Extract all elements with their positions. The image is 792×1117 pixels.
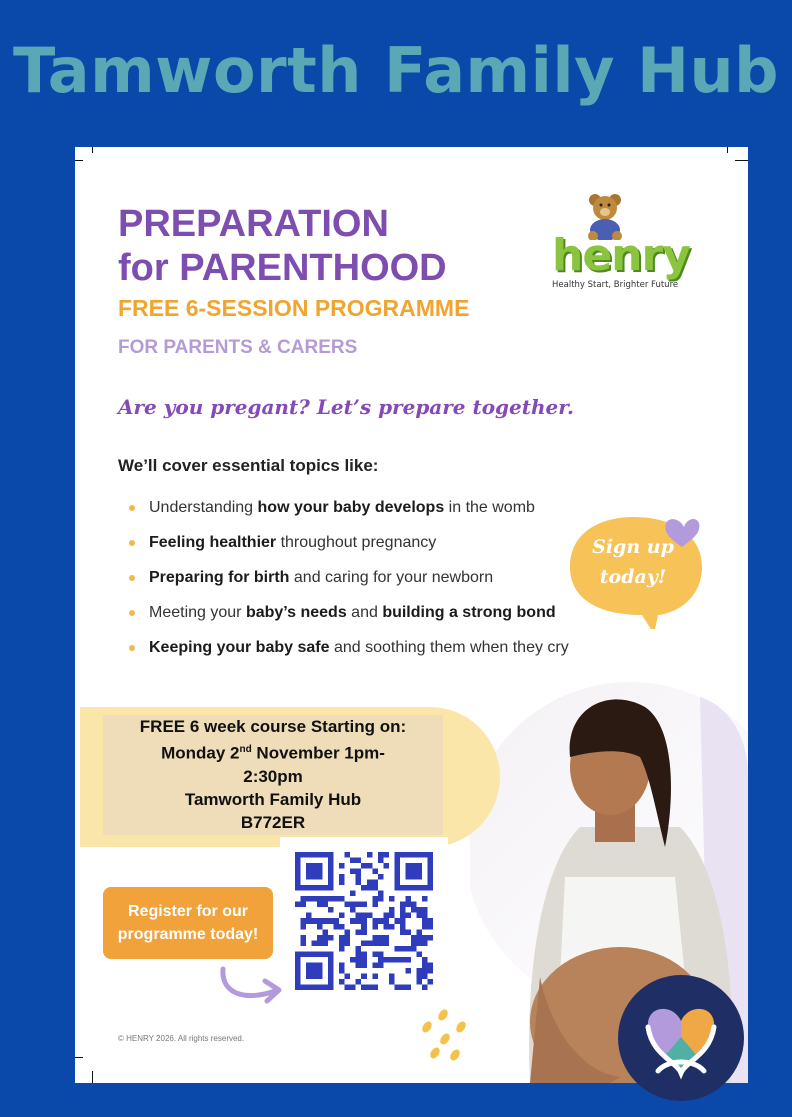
henry-wordmark: henry: [552, 230, 690, 281]
programme-title: [118, 202, 447, 290]
course-line-4: Tamworth Family Hub: [184, 789, 362, 809]
crop-mark: [75, 160, 83, 161]
list-item: Feeling healthier throughout pregnancy: [129, 530, 569, 565]
list-item: Preparing for birth and caring for your newborn: [129, 565, 569, 600]
copyright: © HENRY 2026. All rights reserved.: [118, 1034, 245, 1043]
curved-arrow-icon: [217, 965, 287, 1005]
programme-subtitle: FREE 6-SESSION PROGRAMME: [118, 295, 470, 321]
qr-code[interactable]: [295, 852, 433, 990]
crop-mark: [92, 147, 93, 153]
crop-mark: [735, 160, 748, 161]
title-line-1: PREPARATION: [118, 203, 389, 245]
course-info: [103, 715, 443, 835]
family-hub-heart-logo: [618, 975, 744, 1101]
topics-list: [129, 495, 569, 670]
henry-logo: [550, 192, 700, 297]
page-title: Tamworth Family Hub: [12, 34, 780, 107]
crop-mark: [75, 1057, 83, 1058]
register-button[interactable]: Register for our programme today!: [103, 887, 273, 959]
topics-intro: We’ll cover essential topics like:: [118, 456, 379, 475]
crop-mark: [92, 1071, 93, 1083]
flyer: [75, 147, 748, 1083]
list-item: Understanding how your baby develops in the womb: [129, 495, 569, 530]
list-item: Meeting your baby’s needs and building a strong bond: [129, 600, 569, 635]
list-item: Keeping your baby safe and soothing them when they cry: [129, 635, 569, 670]
crop-mark: [727, 147, 728, 153]
course-line-5: B772ER: [240, 812, 306, 832]
title-line-2: for PARENTHOOD: [118, 247, 447, 289]
decorative-dots: [415, 1005, 505, 1075]
tagline: Are you pregant? Let’s prepare together.: [118, 395, 574, 419]
audience-label: FOR PARENTS & CARERS: [118, 337, 358, 358]
henry-slogan: Healthy Start, Brighter Future: [552, 280, 679, 290]
course-line-1: FREE 6 week course Starting on:: [139, 717, 407, 736]
sign-up-text: Sign up today!: [592, 536, 674, 588]
course-line-3: 2:30pm: [243, 766, 303, 786]
course-line-2: Monday 2nd November 1pm-: [161, 743, 385, 763]
